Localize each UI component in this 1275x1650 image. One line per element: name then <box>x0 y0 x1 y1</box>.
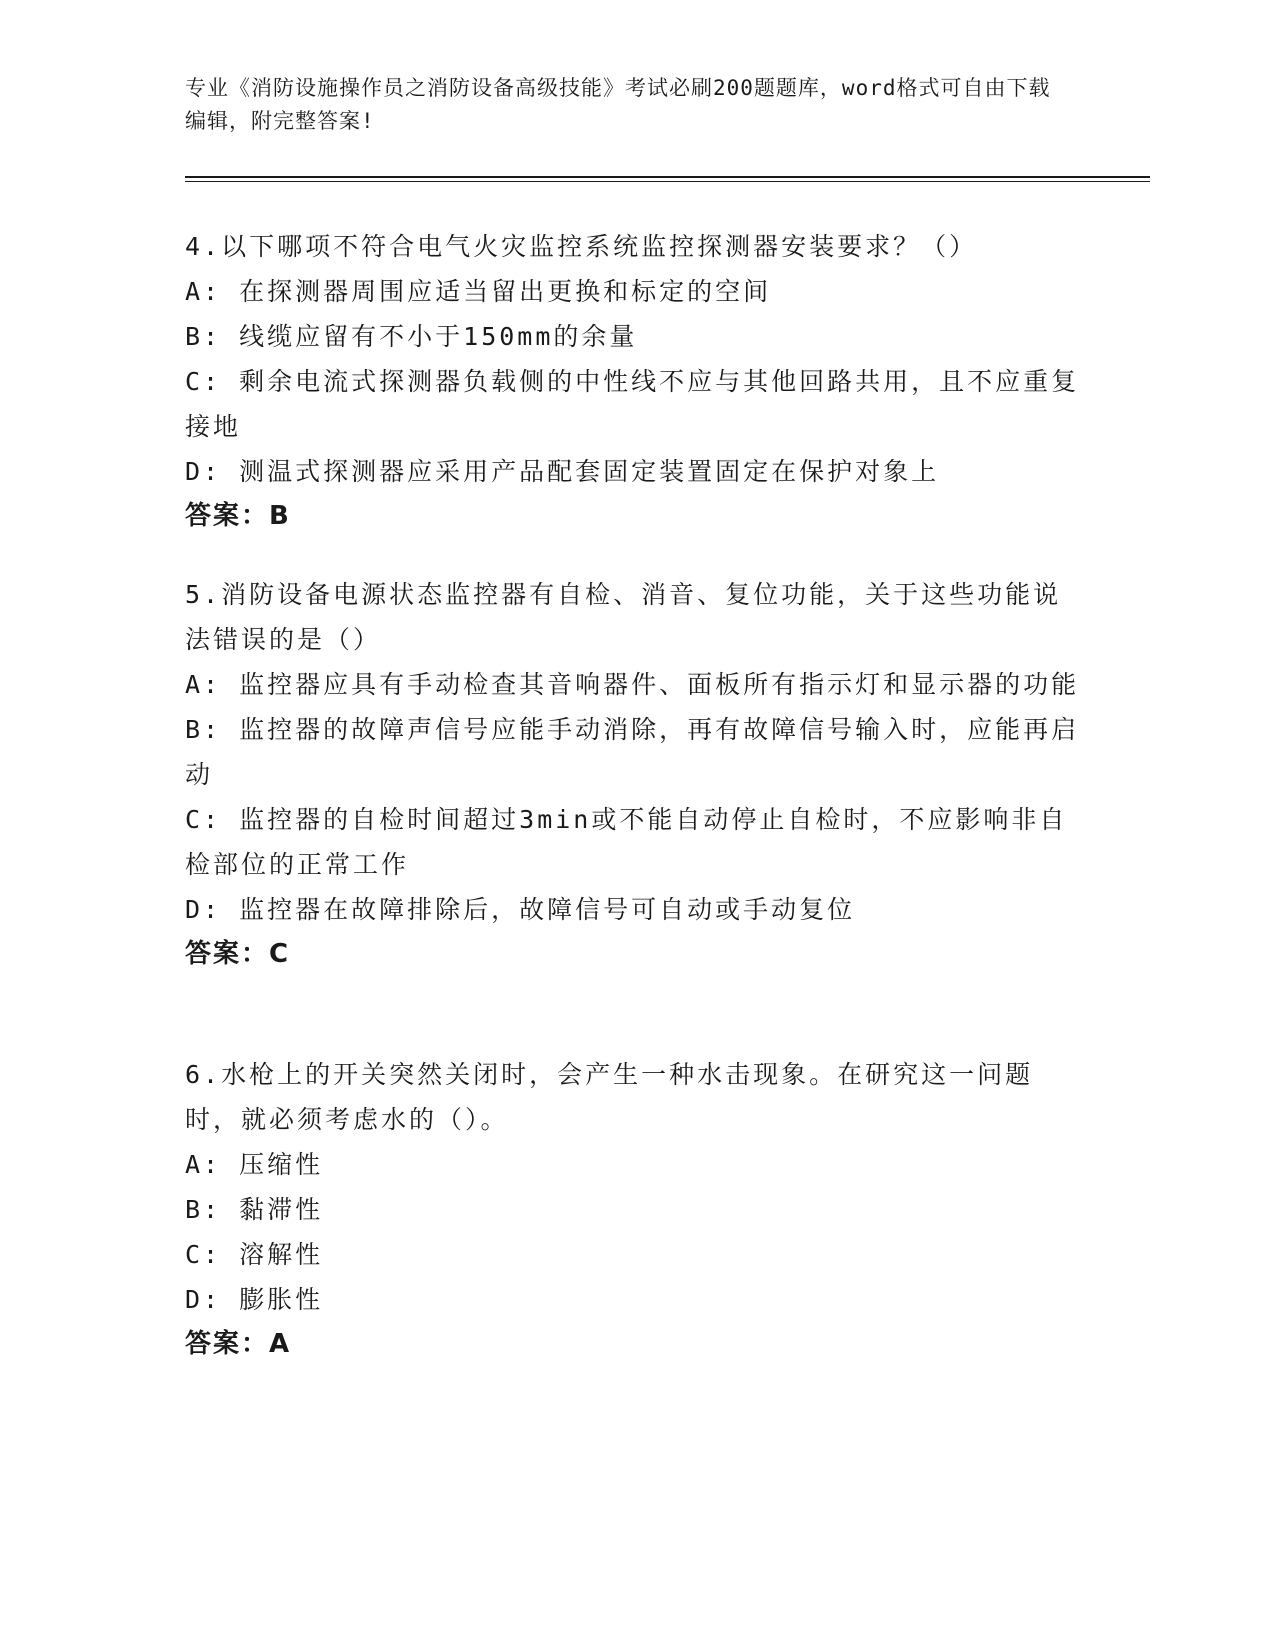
option-b: B: 线缆应留有不小于150mm的余量 <box>185 322 638 351</box>
question-5 <box>185 572 1085 977</box>
option-d: D: 监控器在故障排除后，故障信号可自动或手动复位 <box>185 895 856 924</box>
question-stem: 4.以下哪项不符合电气火灾监控系统监控探测器安装要求？（） <box>185 232 978 261</box>
option-c: C: 监控器的自检时间超过3min或不能自动停止自检时，不应影响非自检部位的正常工作 <box>185 805 1068 879</box>
question-stem: 6.水枪上的开关突然关闭时，会产生一种水击现象。在研究这一问题时，就必须考虑水的（）。 <box>185 1060 1034 1134</box>
header-rule-thick <box>185 176 1150 178</box>
option-c: C: 溶解性 <box>185 1240 324 1269</box>
question-4 <box>185 224 1085 539</box>
option-b: B: 监控器的故障声信号应能手动消除，再有故障信号输入时，应能再启动 <box>185 715 1080 789</box>
question-6 <box>185 1052 1085 1367</box>
option-d: D: 测温式探测器应采用产品配套固定装置固定在保护对象上 <box>185 457 940 486</box>
answer-label: 答案：C <box>185 939 291 969</box>
answer-label: 答案：A <box>185 1329 292 1359</box>
option-c: C: 剩余电流式探测器负载侧的中性线不应与其他回路共用，且不应重复接地 <box>185 367 1080 441</box>
option-b: B: 黏滞性 <box>185 1195 324 1224</box>
option-a: A: 监控器应具有手动检查其音响器件、面板所有指示灯和显示器的功能 <box>185 670 1080 699</box>
option-d: D: 膨胀性 <box>185 1285 324 1314</box>
header-rule-thin <box>185 181 1150 182</box>
answer-label: 答案：B <box>185 501 291 531</box>
question-stem: 5.消防设备电源状态监控器有自检、消音、复位功能，关于这些功能说法错误的是（） <box>185 580 1062 654</box>
document-header: 专业《消防设施操作员之消防设备高级技能》考试必刷200题题库，word格式可自由下载编辑，附完整答案! <box>185 76 1051 133</box>
option-a: A: 在探测器周围应适当留出更换和标定的空间 <box>185 277 772 306</box>
option-a: A: 压缩性 <box>185 1150 324 1179</box>
